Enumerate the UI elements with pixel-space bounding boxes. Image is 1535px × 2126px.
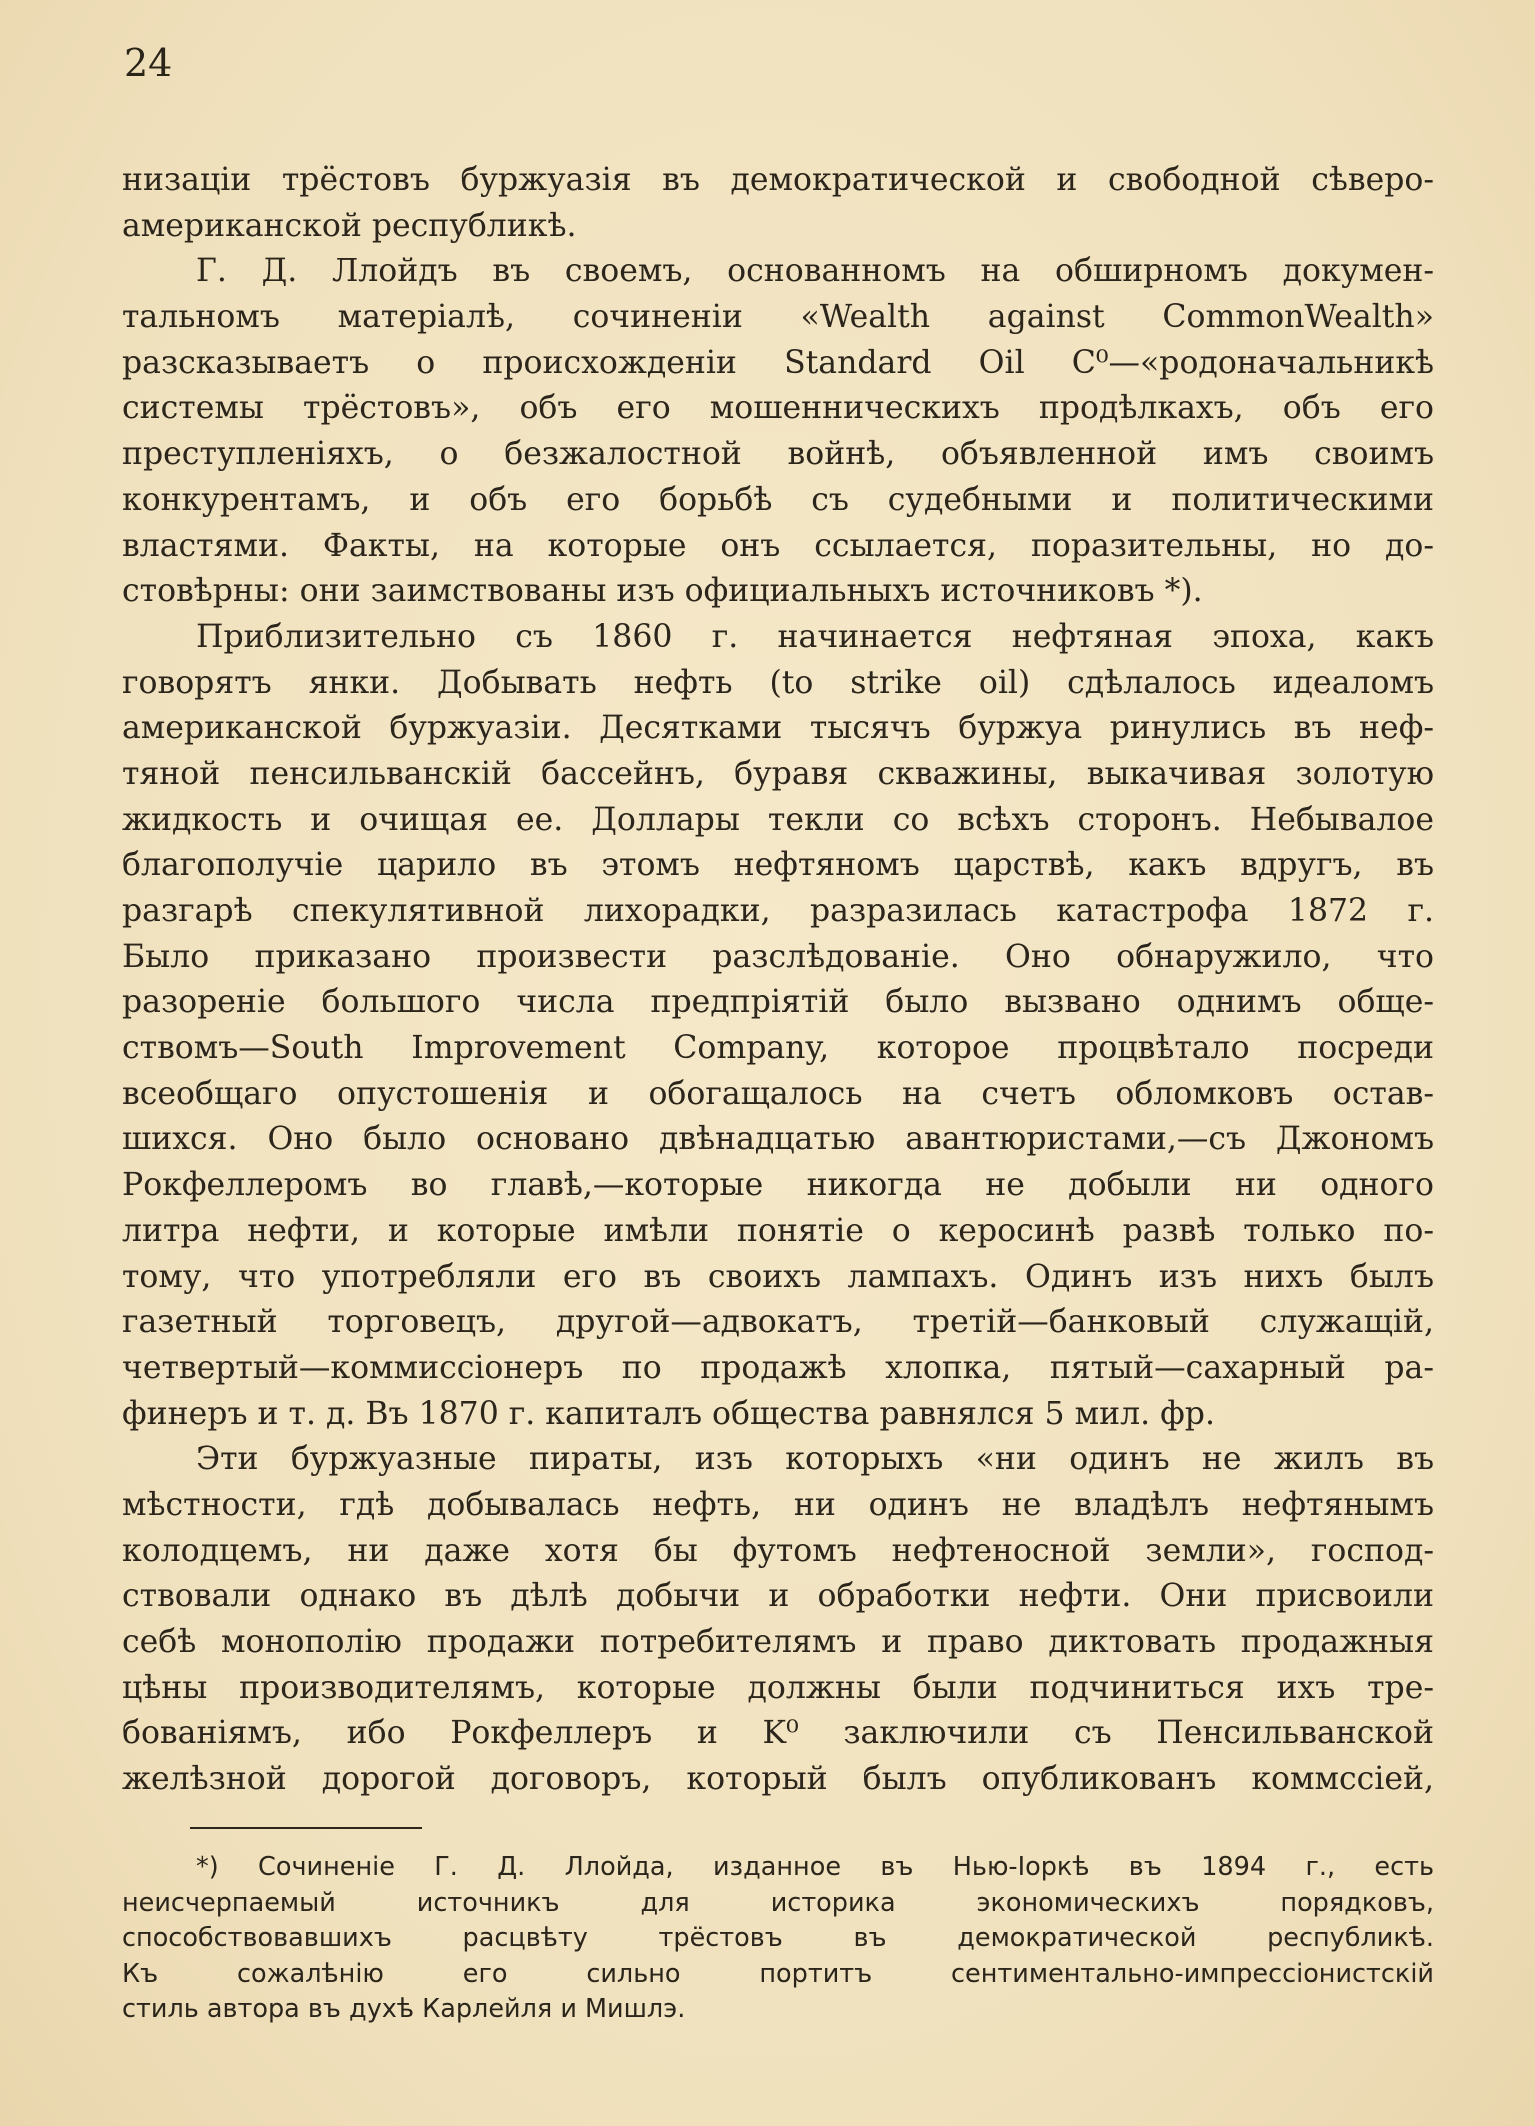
- text-line: колодцемъ, ни даже хотя бы футомъ нефтеносной земли», господ-: [122, 1532, 1434, 1569]
- main-text: [122, 158, 1434, 1803]
- page-number: 24: [124, 41, 173, 85]
- text-line: разсказываетъ о происхожденіи Standard Oil C⁰—«родоначальникѣ: [122, 344, 1434, 381]
- text-line: разгарѣ спекулятивной лихорадки, разразилась катастрофа 1872 г.: [122, 893, 1434, 929]
- text-line: цѣны производителямъ, которые должны были подчиниться ихъ тре-: [122, 1669, 1434, 1706]
- text-line: тому, что употребляли его въ своихъ лампахъ. Одинъ изъ нихъ былъ: [122, 1258, 1434, 1295]
- text-line: шихся. Оно было основано двѣнадцатью авантюристами,—съ Джономъ: [122, 1121, 1434, 1158]
- text-line: мѣстности, гдѣ добывалась нефть, ни одинъ не владѣлъ нефтянымъ: [122, 1486, 1434, 1523]
- footnote-line: способствовавшихъ расцвѣту трёстовъ въ демократической республикѣ.: [122, 1923, 1434, 1954]
- footnote-line: неисчерпаемый источникъ для историка экономическихъ порядковъ,: [122, 1887, 1434, 1918]
- text-line: властями. Факты, на которые онъ ссылается, поразительны, но до-: [122, 527, 1434, 564]
- text-line: Г. Д. Ллойдъ въ своемъ, основанномъ на обширномъ докумен-: [196, 253, 1434, 290]
- text-line: конкурентамъ, и объ его борьбѣ съ судебными и политическими: [122, 481, 1434, 518]
- text-line: всеобщаго опустошенія и обогащалось на счетъ обломковъ остав-: [122, 1075, 1434, 1112]
- text-line: преступленіяхъ, о безжалостной войнѣ, объявленной имъ своимъ: [122, 436, 1434, 473]
- text-line: стовѣрны: они заимствованы изъ официальныхъ источниковъ *).: [122, 573, 1203, 610]
- footnote-line: стиль автора въ духѣ Карлейля и Мишлэ.: [122, 1994, 686, 2025]
- text-line: Эти буржуазные пираты, изъ которыхъ «ни одинъ не жилъ въ: [196, 1441, 1434, 1478]
- footnote-line: *) Сочиненіе Г. Д. Ллойда, изданное въ Нью-Іоркѣ въ 1894 г., есть: [196, 1852, 1434, 1882]
- text-line: тальномъ матеріалѣ, сочиненіи «Wealth against CommonWealth»: [122, 299, 1434, 336]
- text-line: литра нефти, и которые имѣли понятіе о керосинѣ развѣ только по-: [122, 1212, 1434, 1249]
- footnote: [122, 1850, 1434, 2028]
- text-line: ствомъ—South Improvement Company, которое процвѣтало посреди: [122, 1030, 1434, 1067]
- text-line: себѣ монополію продажи потребителямъ и право диктовать продажныя: [122, 1624, 1434, 1660]
- text-line: американской республикѣ.: [122, 207, 577, 244]
- text-line: жидкость и очищая ее. Доллары текли со всѣхъ сторонъ. Небывалое: [122, 801, 1434, 838]
- text-line: американской буржуазіи. Десятками тысячъ буржуа ринулись въ неф-: [122, 710, 1434, 747]
- text-line: низаціи трёстовъ буржуазія въ демократической и свободной сѣверо-: [122, 162, 1434, 198]
- text-line: Было приказано произвести разслѣдованіе. Оно обнаружило, что: [122, 938, 1434, 975]
- text-line: финеръ и т. д. Въ 1870 г. капиталъ общества равнялся 5 мил. фр.: [122, 1395, 1215, 1432]
- text-line: четвертый—коммиссіонеръ по продажѣ хлопка, пятый—сахарный ра-: [122, 1349, 1434, 1386]
- text-line: желѣзной дорогой договоръ, который былъ опубликованъ коммссіей,: [122, 1761, 1434, 1798]
- footnote-line: Къ сожалѣнію его сильно портитъ сентиментально-импрессіонистскій: [122, 1958, 1434, 1989]
- text-line: системы трёстовъ», объ его мошенническихъ продѣлкахъ, объ его: [122, 390, 1434, 427]
- text-line: Приблизительно съ 1860 г. начинается нефтяная эпоха, какъ: [196, 618, 1434, 655]
- text-line: говорятъ янки. Добывать нефть (to strike oil) сдѣлалось идеаломъ: [122, 664, 1434, 701]
- text-line: бованіямъ, ибо Рокфеллеръ и K⁰ заключили съ Пенсильванской: [122, 1715, 1434, 1752]
- text-line: разореніе большого числа предпріятій было вызвано однимъ обще-: [122, 984, 1434, 1021]
- text-line: благополучіе царило въ этомъ нефтяномъ царствѣ, какъ вдругъ, въ: [122, 847, 1434, 884]
- text-line: газетный торговецъ, другой—адвокатъ, третій—банковый служащій,: [122, 1304, 1434, 1341]
- text-line: Рокфеллеромъ во главѣ,—которые никогда не добыли ни одного: [122, 1167, 1434, 1204]
- text-line: ствовали однако въ дѣлѣ добычи и обработки нефти. Они присвоили: [122, 1578, 1434, 1615]
- footnote-divider: [190, 1827, 422, 1829]
- text-line: тяной пенсильванскій бассейнъ, буравя скважины, выкачивая золотую: [122, 755, 1434, 792]
